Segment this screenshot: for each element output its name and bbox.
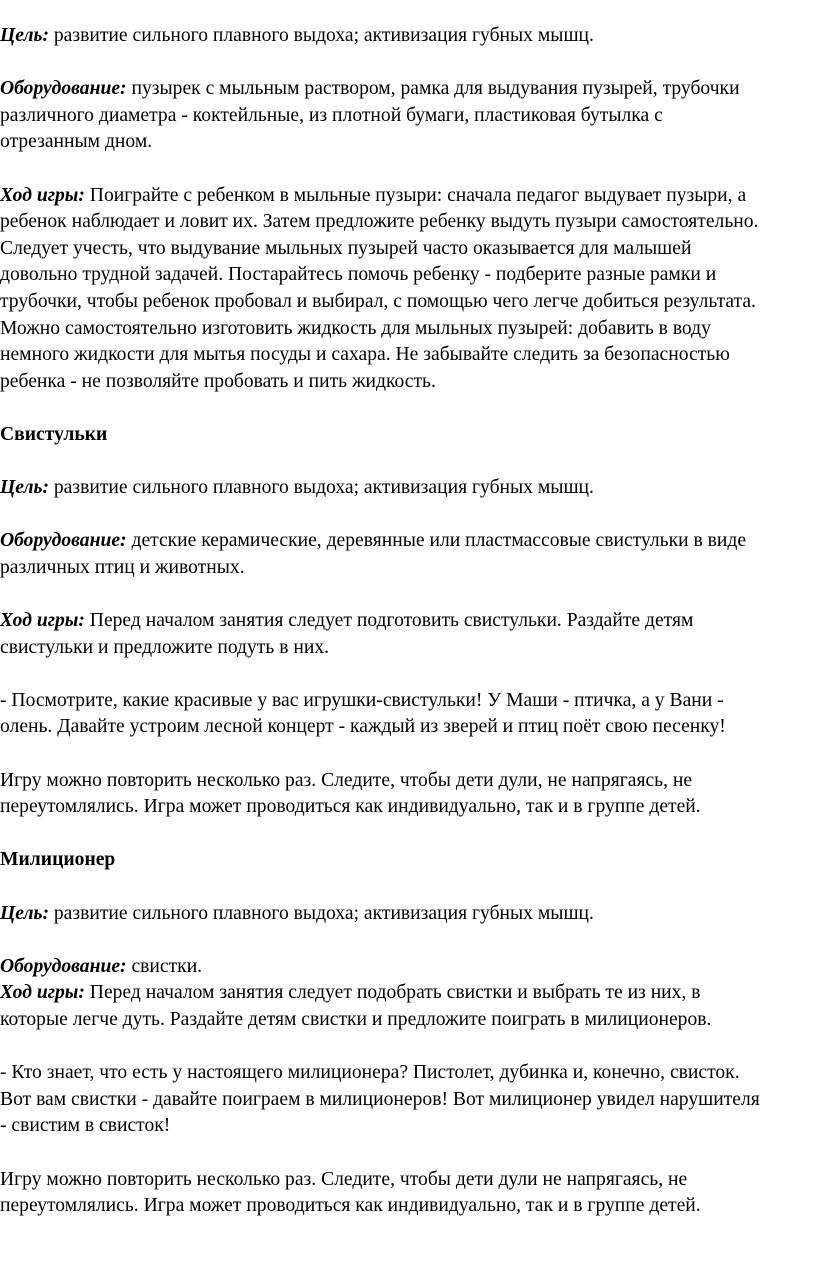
equipment-text-line: детские керамические, деревянные или пластмассовые свистульки в виде xyxy=(126,530,747,552)
game-text-line: ребенка - не позволяйте пробовать и пить жидкость. xyxy=(0,370,436,392)
dialog-paragraph xyxy=(0,688,816,741)
game-text-line: Можно самостоятельно изготовить жидкость для мыльных пузырей: добавить в воду xyxy=(0,317,711,339)
game-text-line: Следует учесть, что выдувание мыльных пузырей часто оказывается для малышей xyxy=(0,237,692,259)
goal-paragraph xyxy=(0,901,816,928)
dialog-line: Вот вам свистки - давайте поиграем в милиционеров! Вот милиционер увидел нарушителя xyxy=(0,1088,760,1110)
goal-paragraph xyxy=(0,475,816,502)
game-paragraph xyxy=(0,183,816,396)
game-label: Ход игры: xyxy=(0,982,85,1004)
goal-paragraph xyxy=(0,23,816,50)
equipment-text-line: различных птиц и животных. xyxy=(0,556,245,578)
equipment-text-line: пузырек с мыльным раствором, рамка для выдувания пузырей, трубочки xyxy=(126,78,740,100)
document-body xyxy=(0,23,816,1220)
section-heading: Свистульки xyxy=(0,423,108,445)
game-text-line: которые легче дуть. Раздайте детям свистки и предложите поиграть в милиционеров. xyxy=(0,1008,712,1030)
equipment-label: Оборудование: xyxy=(0,78,127,100)
dialog-line: - Кто знает, что есть у настоящего милиционера? Пистолет, дубинка и, конечно, свисток. xyxy=(0,1062,740,1084)
equipment-text: свистки. xyxy=(126,955,203,977)
game-text-line: Поиграйте с ребенком в мыльные пузыри: сначала педагог выдувает пузыри, а xyxy=(84,184,747,206)
dialog-paragraph xyxy=(0,1060,816,1140)
section-heading: Милиционер xyxy=(0,849,116,871)
goal-text: развитие сильного плавного выдоха; активизация губных мышц. xyxy=(48,25,594,46)
game-text-line: немного жидкости для мытья посуды и сахара. Не забывайте следить за безопасностью xyxy=(0,344,730,366)
repeat-line: Игру можно повторить несколько раз. Следите, чтобы дети дули не напрягаясь, не xyxy=(0,1168,688,1190)
equipment-paragraph xyxy=(0,76,816,156)
equipment-label: Оборудование: xyxy=(0,955,127,977)
repeat-line: переутомлялись. Игра может проводиться как индивидуально, так и в группе детей. xyxy=(0,796,701,818)
game-text-line: Перед началом занятия следует подобрать свистки и выбрать те из них, в xyxy=(84,982,701,1004)
goal-text: развитие сильного плавного выдоха; активизация губных мышц. xyxy=(48,477,594,499)
repeat-paragraph xyxy=(0,768,816,821)
repeat-line: Игру можно повторить несколько раз. Следите, чтобы дети дули, не напрягаясь, не xyxy=(0,769,693,791)
repeat-line: переутомлялись. Игра может проводиться как индивидуально, так и в группе детей. xyxy=(0,1195,701,1217)
equipment-label: Оборудование: xyxy=(0,530,127,552)
game-text-line: трубочки, чтобы ребенок пробовал и выбирал, с помощью чего легче добиться результата. xyxy=(0,290,756,312)
game-label: Ход игры: xyxy=(0,610,85,632)
game-text-line: свистульки и предложите подуть в них. xyxy=(0,636,330,658)
game-text-line: ребенок наблюдает и ловит их. Затем предложите ребенку выдуть пузыри самостоятельно. xyxy=(0,211,759,233)
repeat-paragraph xyxy=(0,1167,816,1220)
dialog-line: олень. Давайте устроим лесной концерт - каждый из зверей и птиц поёт свою песенку! xyxy=(0,716,726,738)
game-text-line: довольно трудной задачей. Постарайтесь помочь ребенку - подберите разные рамки и xyxy=(0,264,717,286)
equipment-text-line: отрезанным дном. xyxy=(0,131,153,153)
equipment-paragraph xyxy=(0,528,816,581)
game-paragraph xyxy=(0,980,816,1033)
goal-label: Цель: xyxy=(0,902,49,924)
game-paragraph xyxy=(0,608,816,661)
game-label: Ход игры: xyxy=(0,184,85,206)
goal-label: Цель: xyxy=(0,25,49,46)
goal-label: Цель: xyxy=(0,477,49,499)
dialog-line: - свистим в свисток! xyxy=(0,1115,171,1137)
equipment-paragraph xyxy=(0,954,816,981)
equipment-text-line: различного диаметра - коктейльные, из плотной бумаги, пластиковая бутылка с xyxy=(0,104,663,126)
game-text-line: Перед началом занятия следует подготовить свистульки. Раздайте детям xyxy=(84,610,694,632)
goal-text: развитие сильного плавного выдоха; активизация губных мышц. xyxy=(48,902,594,924)
dialog-line: - Посмотрите, какие красивые у вас игрушки-свистульки! У Маши - птичка, а у Вани - xyxy=(0,689,724,711)
